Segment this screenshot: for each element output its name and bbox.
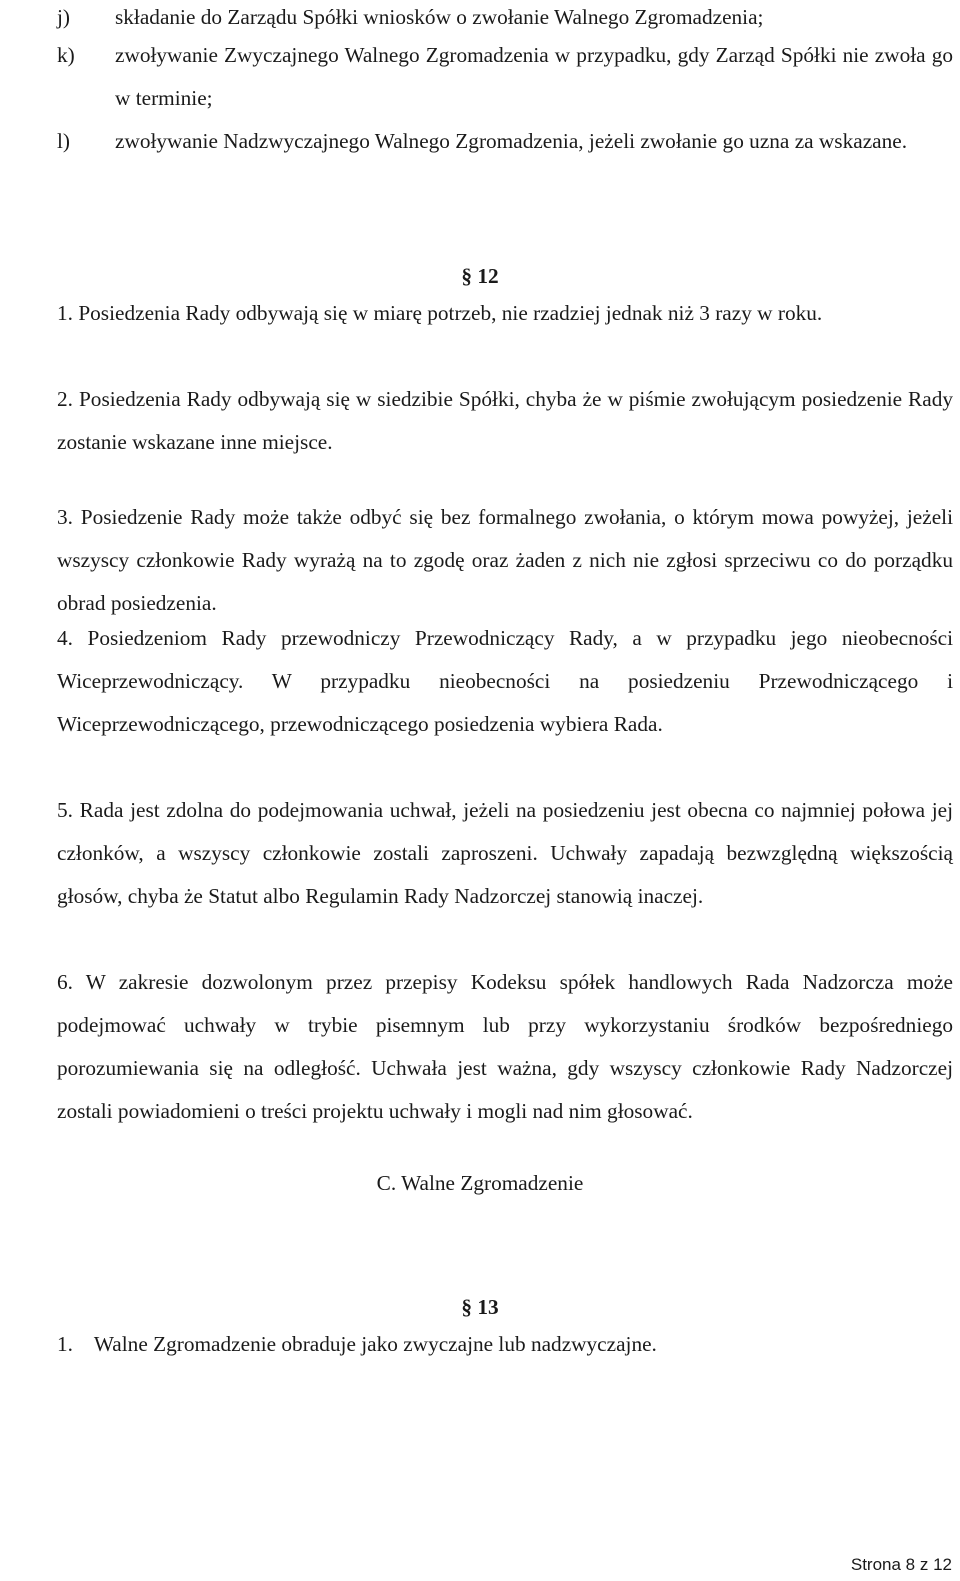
item-number: 2.	[57, 387, 73, 411]
section-12-item-1	[57, 292, 953, 335]
section-13-item-1	[57, 1323, 953, 1366]
section-12-item-2	[57, 378, 953, 464]
section-12-item-6	[57, 961, 953, 1133]
item-text	[57, 617, 953, 746]
item-body: Posiedzenia Rady odbywają się w miarę potrzeb, nie rzadziej jednak niż 3 razy w roku.	[78, 301, 823, 325]
item-body: Posiedzenia Rady odbywają się w siedzibie Spółki, chyba że w piśmie zwołującym posiedzenie Rady zostanie wskazane inne miejsce.	[57, 387, 954, 454]
item-label: j)	[57, 5, 71, 29]
item-body: W zakresie dozwolonym przez przepisy Kodeksu spółek handlowych Rada Nadzorcza może podejmować uchwały w trybie pisemnym lub przy wykorzystaniu środków bezpośredniego porozumiewania się na odległość. Uchwała jest ważna, gdy wszyscy członkowie Rady Nadzorczej zostali powiadomieni o treści projektu uchwały i mogli nad nim głosować.	[57, 970, 953, 1123]
page-number-footer: Strona 8 z 12	[850, 1555, 952, 1574]
list-item-k	[57, 34, 953, 120]
section-12-item-5	[57, 789, 953, 918]
item-body: Rada jest zdolna do podejmowania uchwał, jeżeli na posiedzeniu jest obecna co najmniej połowa jej członków, a wszyscy członkowie zostali zaproszeni. Uchwały zapadają bezwzględną większością głosów, chyba że Statut albo Regulamin Rady Nadzorczej stanowią inaczej.	[57, 798, 953, 908]
item-number: 1.	[57, 301, 73, 325]
item-number: 3.	[57, 505, 73, 529]
item-text: zwoływanie Zwyczajnego Walnego Zgromadzenia w przypadku, gdy Zarząd Spółki nie zwoła go w terminie;	[115, 43, 953, 110]
item-text: zwoływanie Nadzwyczajnego Walnego Zgromadzenia, jeżeli zwołanie go uzna za wskazane.	[115, 129, 908, 153]
item-text: składanie do Zarządu Spółki wniosków o zwołanie Walnego Zgromadzenia;	[115, 5, 764, 29]
item-text	[57, 1323, 953, 1366]
item-body: Walne Zgromadzenie obraduje jako zwyczajne lub nadzwyczajne.	[93, 1332, 657, 1356]
section-13-heading: § 13	[461, 1295, 499, 1319]
section-12-heading: § 12	[461, 264, 499, 288]
list-item-l	[57, 120, 953, 163]
item-label: l)	[57, 129, 71, 153]
item-label: k)	[57, 43, 75, 67]
item-text	[57, 378, 953, 464]
item-text	[57, 496, 953, 625]
section-12-item-3	[57, 496, 953, 625]
item-number: 6.	[57, 970, 73, 994]
item-number: 4.	[57, 626, 73, 650]
item-text	[57, 292, 953, 335]
item-number: 5.	[57, 798, 73, 822]
section-c-heading: C. Walne Zgromadzenie	[376, 1171, 584, 1195]
item-body: Posiedzenie Rady może także odbyć się bez formalnego zwołania, o którym mowa powyżej, jeżeli wszyscy członkowie Rady wyrażą na to zgodę oraz żaden z nich nie zgłosi sprzeciwu co do porządku obrad posiedzenia.	[57, 505, 953, 615]
item-text	[57, 789, 953, 918]
item-number: 1.	[57, 1332, 73, 1356]
section-12-item-4	[57, 617, 953, 746]
item-body: Posiedzeniom Rady przewodniczy Przewodniczący Rady, a w przypadku jego nieobecności Wiceprzewodniczący. W przypadku nieobecności na posiedzeniu Przewodniczącego i Wiceprzewodniczącego, przewodniczącego posiedzenia wybiera Rada.	[57, 626, 953, 736]
item-text	[57, 961, 953, 1133]
